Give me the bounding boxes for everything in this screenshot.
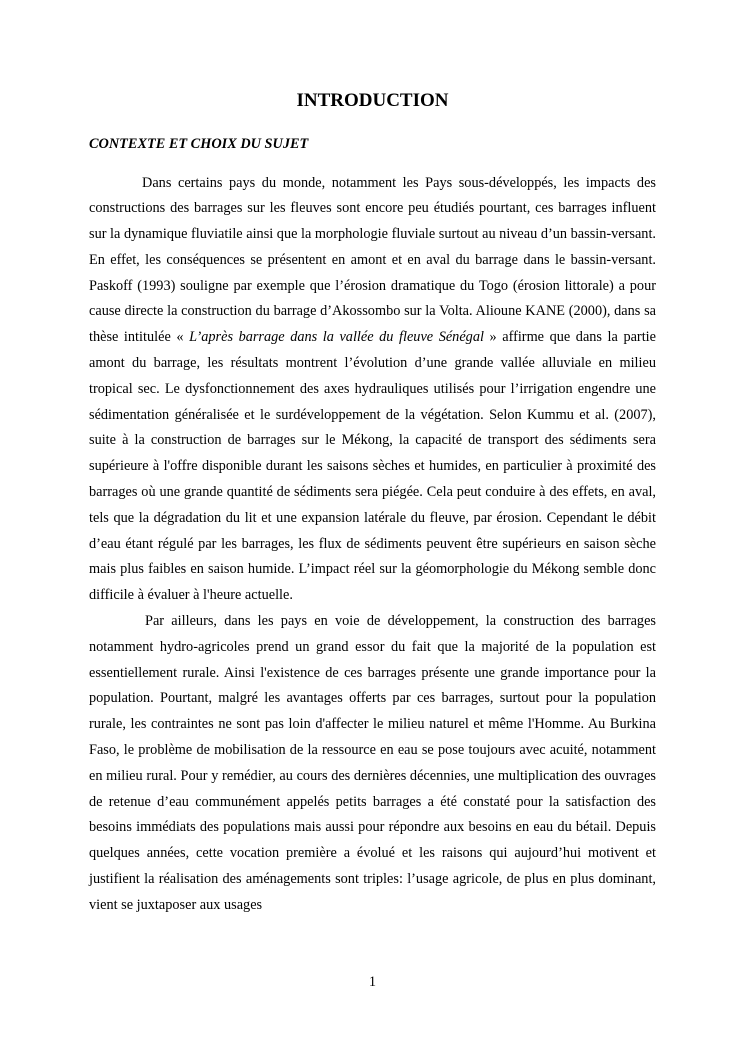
thesis-title: L’après barrage dans la vallée du fleuve Sénégal [189, 329, 484, 346]
paragraph-1-part-2: » affirme que dans la partie amont du barrage, les résultats montrent l’évolution d’une grande vallée alluviale en milieu tropical sec. Le dysfonctionnement des axes hydrauliques utilisés pour l’irrigation engendre une sédimentation généralisée et le surdéveloppement de la végétation. Selon Kummu et al. (2007), suite à la construction de barrages sur le Mékong, la capacité de transport des sédiments sera supérieure à l'offre disponible durant les saisons sèches et humides, en particulier à proximité des barrages où une grande quantité de sédiments sera piégée. Cela peut conduire à des effets, en aval, tels que la dégradation du lit et une expansion latérale du fleuve, par érosion. Cependant le débit d’eau étant régulé par les barrages, les flux de sédiments peuvent être supérieurs en saison sèche mais plus faibles en saison humide. L’impact réel sur la géomorphologie du Mékong semble donc difficile à évaluer à l'heure actuelle. [89, 329, 656, 604]
page-number: 1 [368, 974, 377, 990]
page-title: INTRODUCTION [296, 90, 449, 111]
paragraph-2: Par ailleurs, dans les pays en voie de développement, la construction des barrages notamment hydro-agricoles prend un grand essor du fait que la majorité de la population est essentiellement rurale. Ainsi l'existence de ces barrages présente une grande importance pour la population. Pourtant, malgré les avantages offerts par ces barrages, surtout pour la population rurale, les contraintes ne sont pas loin d'affecter le milieu naturel et même l'Homme. Au Burkina Faso, le problème de mobilisation de la ressource en eau se pose toujours avec acuité, notamment en milieu rural. Pour y remédier, au cours des dernières décennies, une multiplication des ouvrages de retenue d’eau communément appelés petits barrages a été constaté pour la satisfaction des besoins immédiats des populations mais aussi pour répondre aux besoins en eau du bétail. Depuis quelques années, cette vocation première a évolué et les raisons qui aujourd’hui motivent et justifient la réalisation des aménagements sont triples: l’usage agricole, de plus en plus dominant, vient se juxtaposer aux usages [89, 613, 656, 913]
body-text [89, 171, 656, 919]
paragraph-1-part-1: Dans certains pays du monde, notamment les Pays sous-développés, les impacts des constructions des barrages sur les fleuves sont encore peu étudiés pourtant, ces barrages influent sur la dynamique fluviatile ainsi que la morphologie fluviale surtout au niveau d’un bassin-versant. En effet, les conséquences se présentent en amont et en aval du barrage dans le bassin-versant. Paskoff (1993) souligne par exemple que l’érosion dramatique du Togo (érosion littorale) a pour cause directe la construction du barrage d’Akossombo sur la Volta. Alioune KANE (2000), dans sa thèse intitulée « [89, 174, 656, 346]
section-heading: CONTEXTE ET CHOIX DU SUJET [89, 136, 309, 152]
paragraph-1 [89, 171, 656, 610]
